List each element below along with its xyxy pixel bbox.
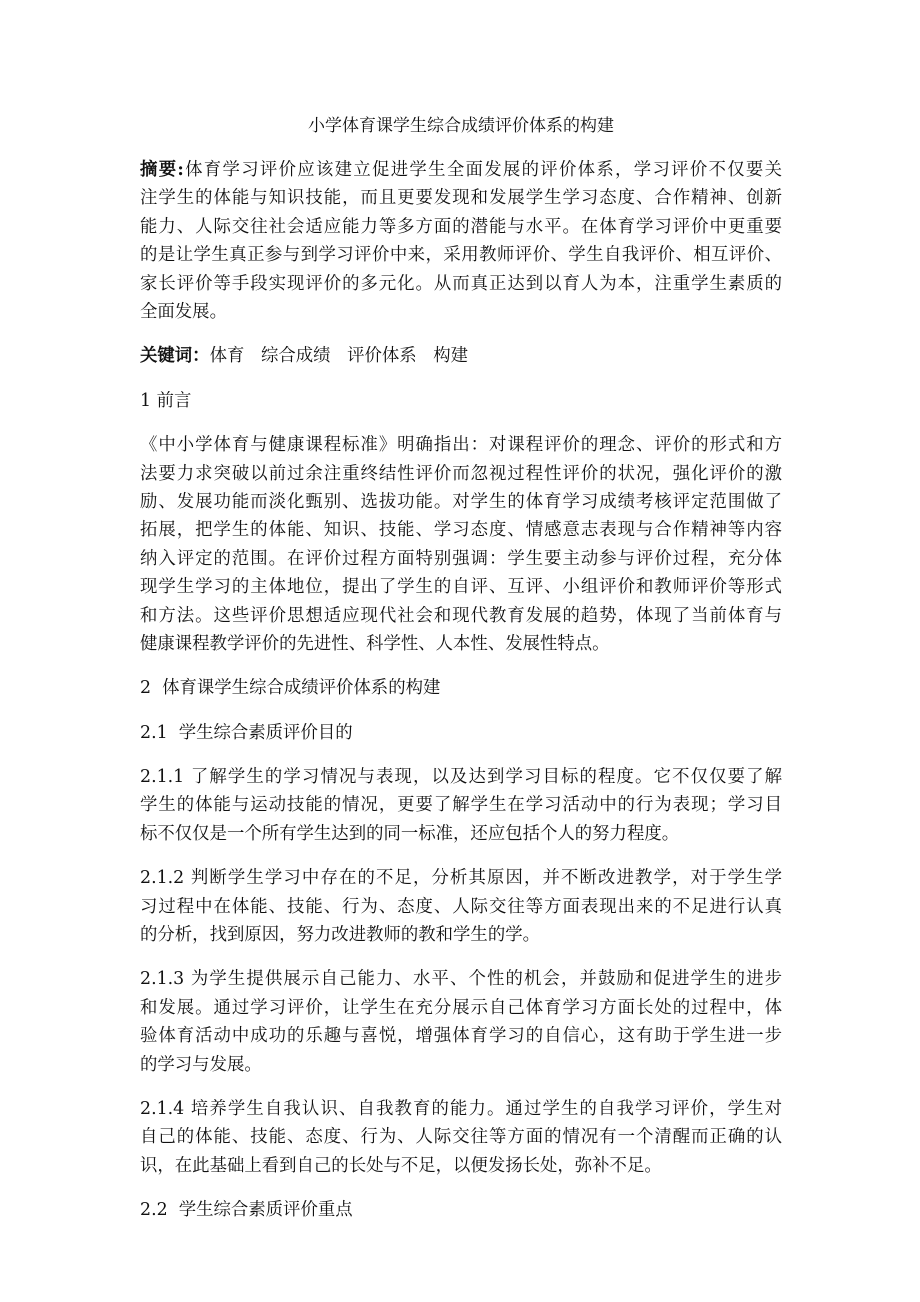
keywords [140,342,782,370]
keywords-label: 关键词： [140,346,210,367]
paragraph-line: 2.1.3 为学生提供展示自己能力、水平、个性的机会，并鼓励和促进学生的进步 [140,969,782,990]
section-heading: 2.1 学生综合素质评价目的 [140,722,353,743]
keywords-text: 体育 综合成绩 评价体系 构建 [209,346,469,367]
paragraph-line: 《中小学体育与健康课程标准》明确指出：对课程评价的理念、评价的形式和方 [140,435,782,456]
abstract-line: 注学生的体能与知识技能，而且更要发现和发展学生学习态度、合作精神、创新 [140,188,782,209]
abstract-line: 的是让学生真正参与到学习评价中来，采用教师评价、学生自我评价、相互评价、 [140,245,782,266]
paragraph-line: 学生的体能与运动技能的情况，更要了解学生在学习活动中的行为表现；学习目 [140,795,782,816]
paragraph-line: 和方法。这些评价思想适应现代社会和现代教育发展的趋势，体现了当前体育与 [140,605,782,626]
paragraph-line: 纳入评定的范围。在评价过程方面特别强调：学生要主动参与评价过程，充分体 [140,548,782,569]
paragraph-line: 的分析，找到原因，努力改进教师的教和学生的学。 [140,925,540,946]
document-title: 小学体育课学生综合成绩评价体系的构建 [308,116,614,136]
document-page [140,112,782,1241]
abstract-label: 摘要: [140,160,184,180]
paragraph-line: 拓展，把学生的体能、知识、技能、学习态度、情感意志表现与合作精神等内容 [140,520,782,541]
section-heading: 1 前言 [140,390,192,411]
abstract-line: 全面发展。 [140,301,227,322]
abstract-line: 摘要:体育学习评价应该建立促进学生全面发展的评价体系，学习评价不仅要关 [140,160,782,180]
abstract-line: 能力、人际交往社会适应能力等多方面的潜能与水平。在体育学习评价中更重要 [140,216,782,237]
paragraph-line: 现学生学习的主体地位，提出了学生的自评、互评、小组评价和教师评价等形式 [140,577,782,598]
paragraph-line: 标不仅仅是一个所有学生达到的同一标准，还应包括个人的努力程度。 [140,823,680,844]
paragraph-line: 验体育活动中成功的乐趣与喜悦，增强体育学习的自信心，这有助于学生进一步 [140,1026,782,1047]
paragraph-line: 健康课程教学评价的先进性、科学性、人本性、发展性特点。 [140,633,610,654]
body-sections [140,387,782,1225]
paragraph [140,864,782,949]
paragraph-line: 法要力求突破以前过余注重终结性评价而忽视过程性评价的状况，强化评价的激 [140,463,782,484]
paragraph [140,1095,782,1180]
paragraph [140,965,782,1079]
section-heading: 2 体育课学生综合成绩评价体系的构建 [140,678,441,699]
paragraph [140,431,782,658]
paragraph-line: 的学习与发展。 [140,1054,262,1075]
paragraph-line: 2.1.2 判断学生学习中存在的不足，分析其原因，并不断改进教学，对于学生学 [140,868,782,889]
paragraph-line: 2.1.1 了解学生的学习情况与表现，以及达到学习目标的程度。它不仅仅要了解 [140,767,782,788]
abstract-line: 家长评价等手段实现评价的多元化。从而真正达到以育人为本，注重学生素质的 [140,273,782,294]
paragraph-line: 自己的体能、技能、态度、行为、人际交往等方面的情况有一个清醒而正确的认 [140,1127,782,1148]
paragraph-line: 和发展。通过学习评价，让学生在充分展示自己体育学习方面长处的过程中，体 [140,997,782,1018]
section-heading: 2.2 学生综合素质评价重点 [140,1200,353,1221]
abstract [140,156,782,326]
paragraph [140,763,782,848]
paragraph-line: 习过程中在体能、技能、行为、态度、人际交往等方面表现出来的不足进行认真 [140,896,782,917]
paragraph-line: 励、发展功能而淡化甄别、选拔功能。对学生的体育学习成绩考核评定范围做了 [140,491,782,512]
paragraph-line: 2.1.4 培养学生自我认识、自我教育的能力。通过学生的自我学习评价，学生对 [140,1099,782,1119]
paragraph-line: 识，在此基础上看到自己的长处与不足，以便发扬长处，弥补不足。 [140,1155,662,1176]
